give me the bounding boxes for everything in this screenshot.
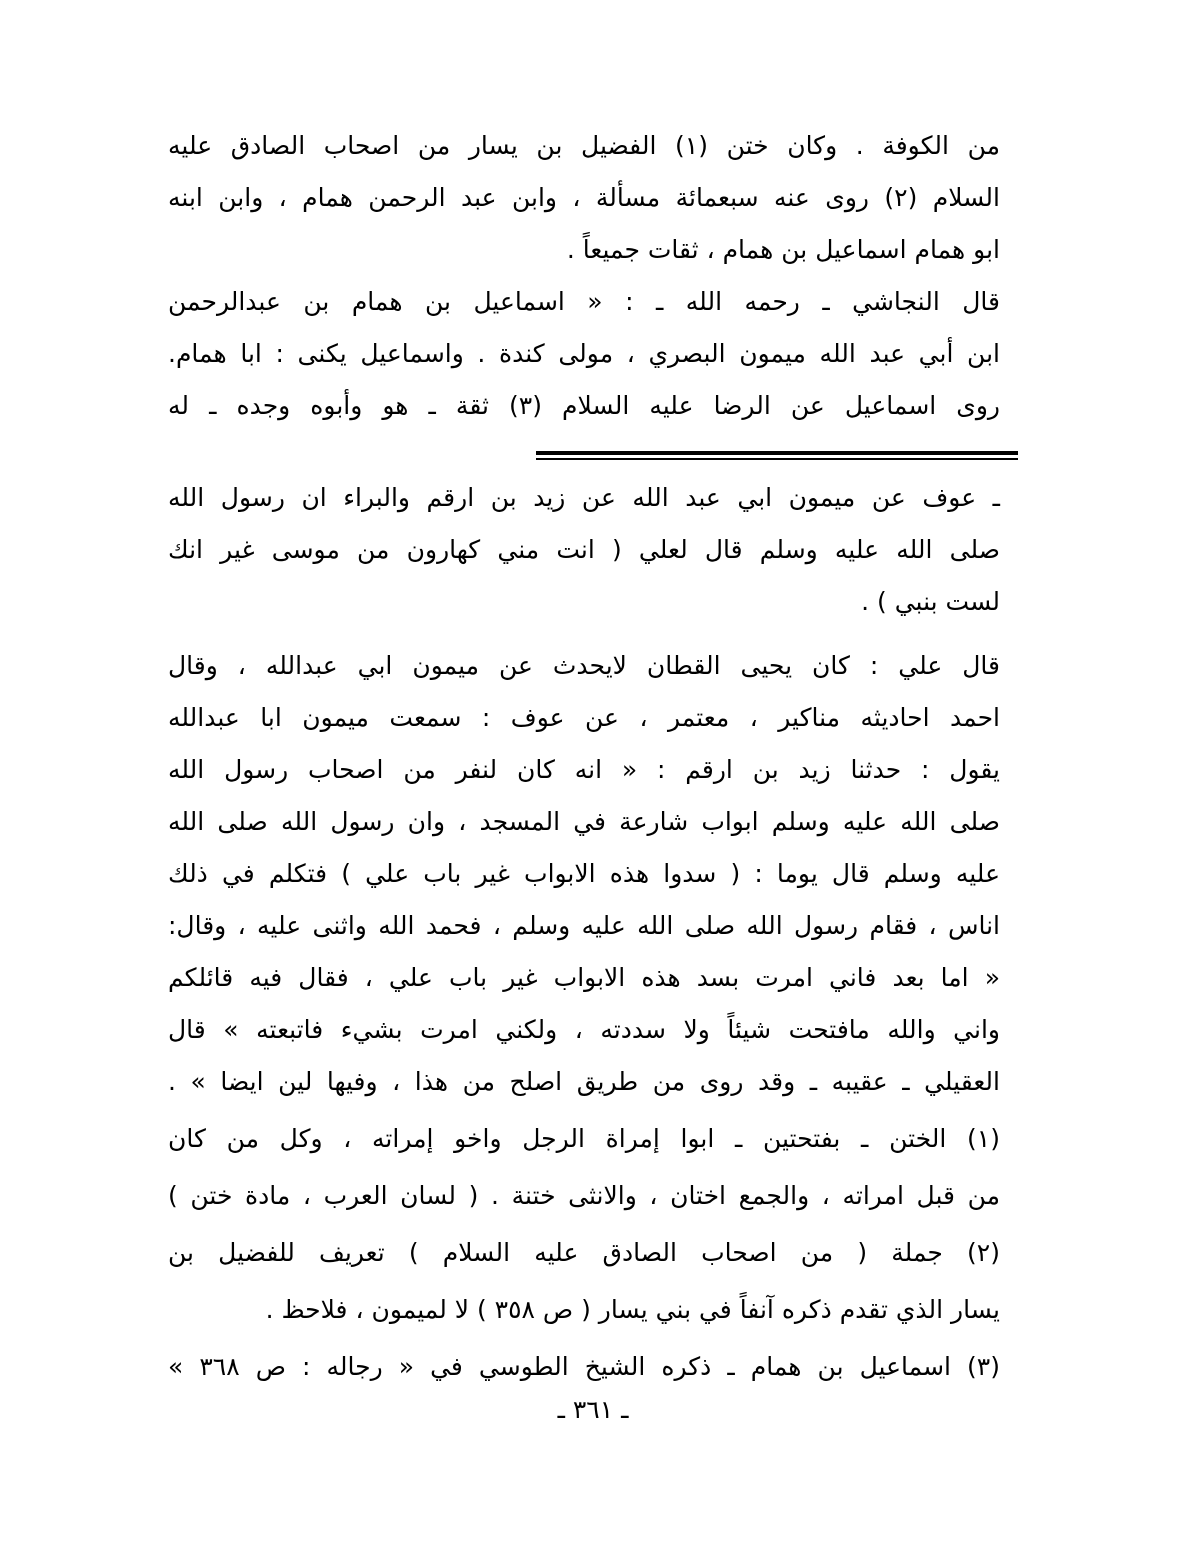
text-line: صلى الله عليه وسلم ابواب شارعة في المسجد ، وان رسول الله صلى الله xyxy=(168,807,1000,836)
text-line: صلى الله عليه وسلم قال لعلي ( انت مني كهارون من موسى غير انك xyxy=(168,535,1000,564)
text-line: العقيلي ـ عقيبه ـ وقد روى من طريق اصلح من هذا ، وفيها لين ايضا » . xyxy=(168,1067,1000,1096)
footnote-continued xyxy=(168,472,1000,628)
main-text xyxy=(168,120,1000,432)
text-line: قال علي : كان يحيى القطان لايحدث عن ميمون ابي عبدالله ، وقال xyxy=(168,651,1000,680)
editor-notes xyxy=(168,1110,1000,1395)
page-number: ـ ٣٦١ ـ xyxy=(557,1395,629,1424)
text-line: لست بنبي ) . xyxy=(861,587,1000,616)
footnote-separator xyxy=(536,451,1018,455)
footnote-separator-thin xyxy=(536,458,1018,460)
text-line: « اما بعد فاني امرت بسد هذه الابواب غير باب علي ، فقال فيه قائلكم xyxy=(168,963,1000,992)
text-line: ابن أبي عبد الله ميمون البصري ، مولى كندة . واسماعيل يكنى : ابا همام. xyxy=(168,339,1000,368)
footnote-body xyxy=(168,640,1000,1108)
text-line: واني والله مافتحت شيئاً ولا سددته ، ولكني امرت بشيء فاتبعته » قال xyxy=(168,1015,1000,1044)
text-line: ابو همام اسماعيل بن همام ، ثقات جميعاً . xyxy=(566,235,1000,264)
text-line: من الكوفة . وكان ختن (١) الفضيل بن يسار من اصحاب الصادق عليه xyxy=(168,131,1000,160)
note-line: يسار الذي تقدم ذكره آنفاً في بني يسار ( ص ٣٥٨ ) لا لميمون ، فلاحظ . xyxy=(265,1295,1000,1324)
text-line: اناس ، فقام رسول الله صلى الله عليه وسلم ، فحمد الله واثنى عليه ، وقال: xyxy=(168,911,1000,940)
note-line: (٢) جملة ( من اصحاب الصادق عليه السلام ) تعريف للفضيل بن xyxy=(168,1238,1000,1267)
note-line: من قبل امراته ، والجمع اختان ، والانثى ختنة . ( لسان العرب ، مادة ختن ) xyxy=(168,1181,1000,1210)
text-line: احمد احاديثه مناكير ، معتمر ، عن عوف : سمعت ميمون ابا عبدالله xyxy=(168,703,1000,732)
text-line: ـ عوف عن ميمون ابي عبد الله عن زيد بن ارقم والبراء ان رسول الله xyxy=(168,483,1000,512)
text-line: يقول : حدثنا زيد بن ارقم : « انه كان لنفر من اصحاب رسول الله xyxy=(168,755,1000,784)
note-line: (١) الختن ـ بفتحتين ـ ابوا إمراة الرجل واخو إمراته ، وكل من كان xyxy=(168,1124,1000,1153)
text-line: عليه وسلم قال يوما : ( سدوا هذه الابواب غير باب علي ) فتكلم في ذلك xyxy=(168,859,1000,888)
note-line: (٣) اسماعيل بن همام ـ ذكره الشيخ الطوسي في « رجاله : ص ٣٦٨ » xyxy=(168,1352,1000,1381)
text-line: السلام (٢) روى عنه سبعمائة مسألة ، وابن عبد الرحمن همام ، وابن ابنه xyxy=(168,183,1000,212)
text-line: قال النجاشي ـ رحمه الله ـ : « اسماعيل بن همام بن عبدالرحمن xyxy=(168,287,1000,316)
text-line: روى اسماعيل عن الرضا عليه السلام (٣) ثقة ـ هو وأبوه وجده ـ له xyxy=(168,391,1000,420)
